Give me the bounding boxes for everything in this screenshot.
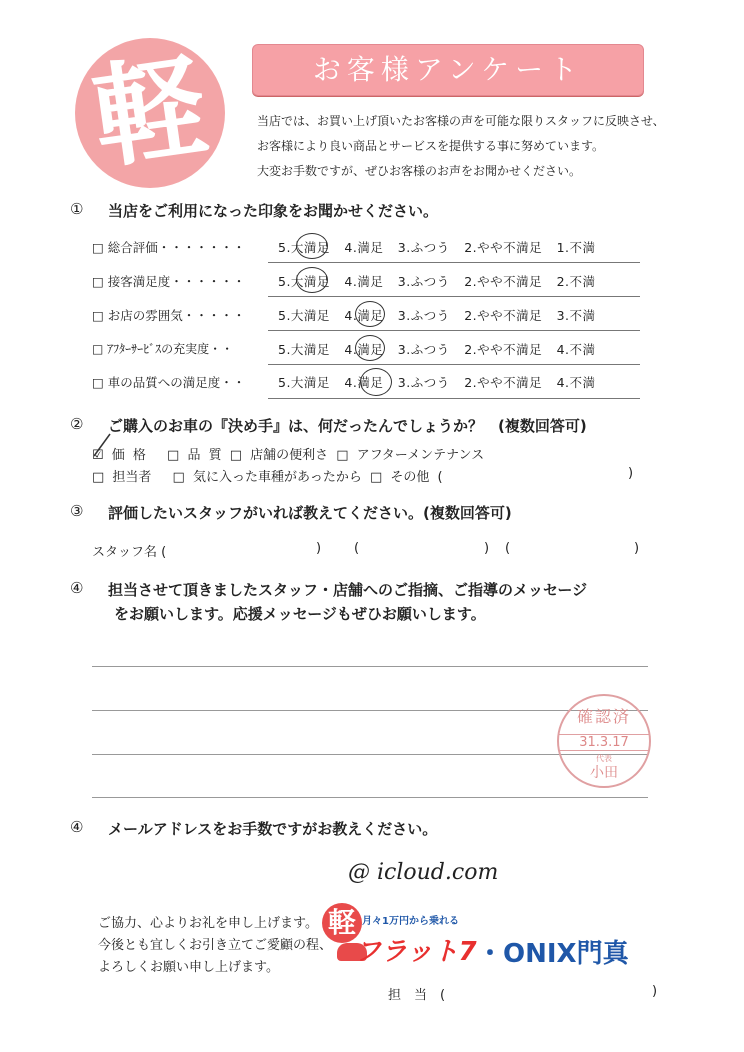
q1-row-label[interactable]: □ 接客満足度・・・・・・: [92, 274, 246, 289]
q2-options-line-1[interactable]: ☑ 価 格 □ 品 質 □ 店舗の便利さ □ アフターメンテナンス: [92, 448, 485, 463]
intro-line-1: 当店では、お買い上げ頂いたお客様の声を可能な限りスタッフに反映させ、: [257, 114, 665, 128]
staff-name-label: スタッフ名 (: [92, 545, 167, 560]
answer-circle-mark: [360, 368, 392, 396]
q2-number: ②: [70, 415, 84, 433]
q4-number: ④: [70, 579, 84, 597]
stamp-date: 31.3.17: [559, 734, 649, 751]
q1-row-label[interactable]: □ 車の品質への満足度・・: [92, 375, 246, 390]
q1-row-label[interactable]: □ お店の雰囲気・・・・・: [92, 308, 246, 323]
intro-line-3: 大変お手数ですが、ぜひお客様のお声をお聞かせください。: [257, 164, 582, 178]
answer-circle-mark: [296, 233, 328, 259]
q1-heading: 当店をご利用になった印象をお聞かせください。: [108, 202, 439, 220]
staff-field-open-2: (: [354, 541, 360, 556]
q3-number: ③: [70, 502, 84, 520]
staff-field-open-3: (: [505, 541, 511, 556]
q1-row-options: 5.大満足 4.満足 3.ふつう 2.やや不満足 2.不満: [278, 274, 596, 289]
row-divider: [268, 296, 640, 297]
row-divider: [268, 330, 640, 331]
q1-row-label[interactable]: □ 総合評価・・・・・・・: [92, 240, 246, 255]
email-handwritten[interactable]: @ icloud.com: [348, 860, 499, 885]
q2-other-close: ): [628, 466, 634, 481]
q4-heading-2: をお願いします。応援メッセージもぜひお願いします。: [114, 605, 486, 623]
staff-field-close-3: ): [634, 541, 640, 556]
kei-logo: [75, 38, 225, 188]
q5-number: ④: [70, 818, 84, 836]
q1-row-label[interactable]: □ ｱﾌﾀｰｻｰﾋﾞｽの充実度・・: [92, 342, 234, 356]
answer-circle-mark: [355, 335, 385, 361]
row-divider: [268, 364, 640, 365]
row-divider: [268, 262, 640, 263]
staff-field-close-1: ): [316, 541, 322, 556]
confirmation-stamp: [557, 694, 651, 788]
brand-kei-badge: 軽: [322, 903, 362, 943]
answer-circle-mark: [296, 267, 328, 293]
q4-heading-1: 担当させて頂きましたスタッフ・店舗へのご指摘、ご指導のメッセージ: [108, 581, 588, 599]
q1-number: ①: [70, 200, 84, 218]
stamp-name: 小田: [590, 765, 618, 781]
q5-heading: メールアドレスをお手数ですがお教えください。: [108, 820, 438, 838]
check-mark-icon: [90, 430, 114, 460]
brand-subtitle: 月々1万円から乗れる: [362, 916, 459, 927]
answer-circle-mark: [355, 301, 385, 327]
message-line: [92, 666, 648, 667]
q1-row-options: 5.大満足 4.満足 3.ふつう 2.やや不満足 4.不満: [278, 342, 596, 357]
q1-row-options: 5.大満足 4.満足 3.ふつう 2.やや不満足 3.不満: [278, 308, 596, 323]
q3-heading: 評価したいスタッフがいれば教えてください。(複数回答可): [108, 504, 512, 522]
staff-field-close-2: ): [484, 541, 490, 556]
title-banner: [252, 44, 644, 96]
page-title: お客様アンケート: [312, 53, 584, 86]
stamp-sub-text: 代表: [596, 754, 612, 763]
q2-heading: ご購入のお車の『決め手』は、何だったんでしょうか？ (複数回答可): [108, 417, 587, 435]
message-line: [92, 797, 648, 798]
thanks-line-3: よろしくお願い申し上げます。: [98, 960, 279, 975]
q1-row-options: 5.大満足 4.満足 3.ふつう 2.やや不満足 1.不満: [278, 240, 596, 255]
q1-row-options: 5.大満足 4.満足 3.ふつう 2.やや不満足 4.不満: [278, 375, 596, 390]
tanto-label: 担 当 (: [388, 988, 446, 1003]
intro-line-2: お客様により良い商品とサービスを提供する事に努めています。: [257, 139, 605, 153]
brand-onix: ・ONIX門真: [477, 939, 629, 969]
row-divider: [268, 398, 640, 399]
brand-flat7: フラット7: [355, 937, 477, 967]
kei-logo-char: 軽: [85, 40, 215, 186]
stamp-top-text: 確認済: [576, 707, 631, 726]
thanks-line-1: ご協力、心よりお礼を申し上げます。: [98, 916, 318, 931]
thanks-line-2: 今後とも宜しくお引き立てご愛顧の程、: [98, 938, 333, 953]
q2-options-line-2[interactable]: □ 担当者 □ 気に入った車種があったから □ その他 (: [92, 470, 443, 485]
tanto-close: ): [652, 984, 658, 999]
